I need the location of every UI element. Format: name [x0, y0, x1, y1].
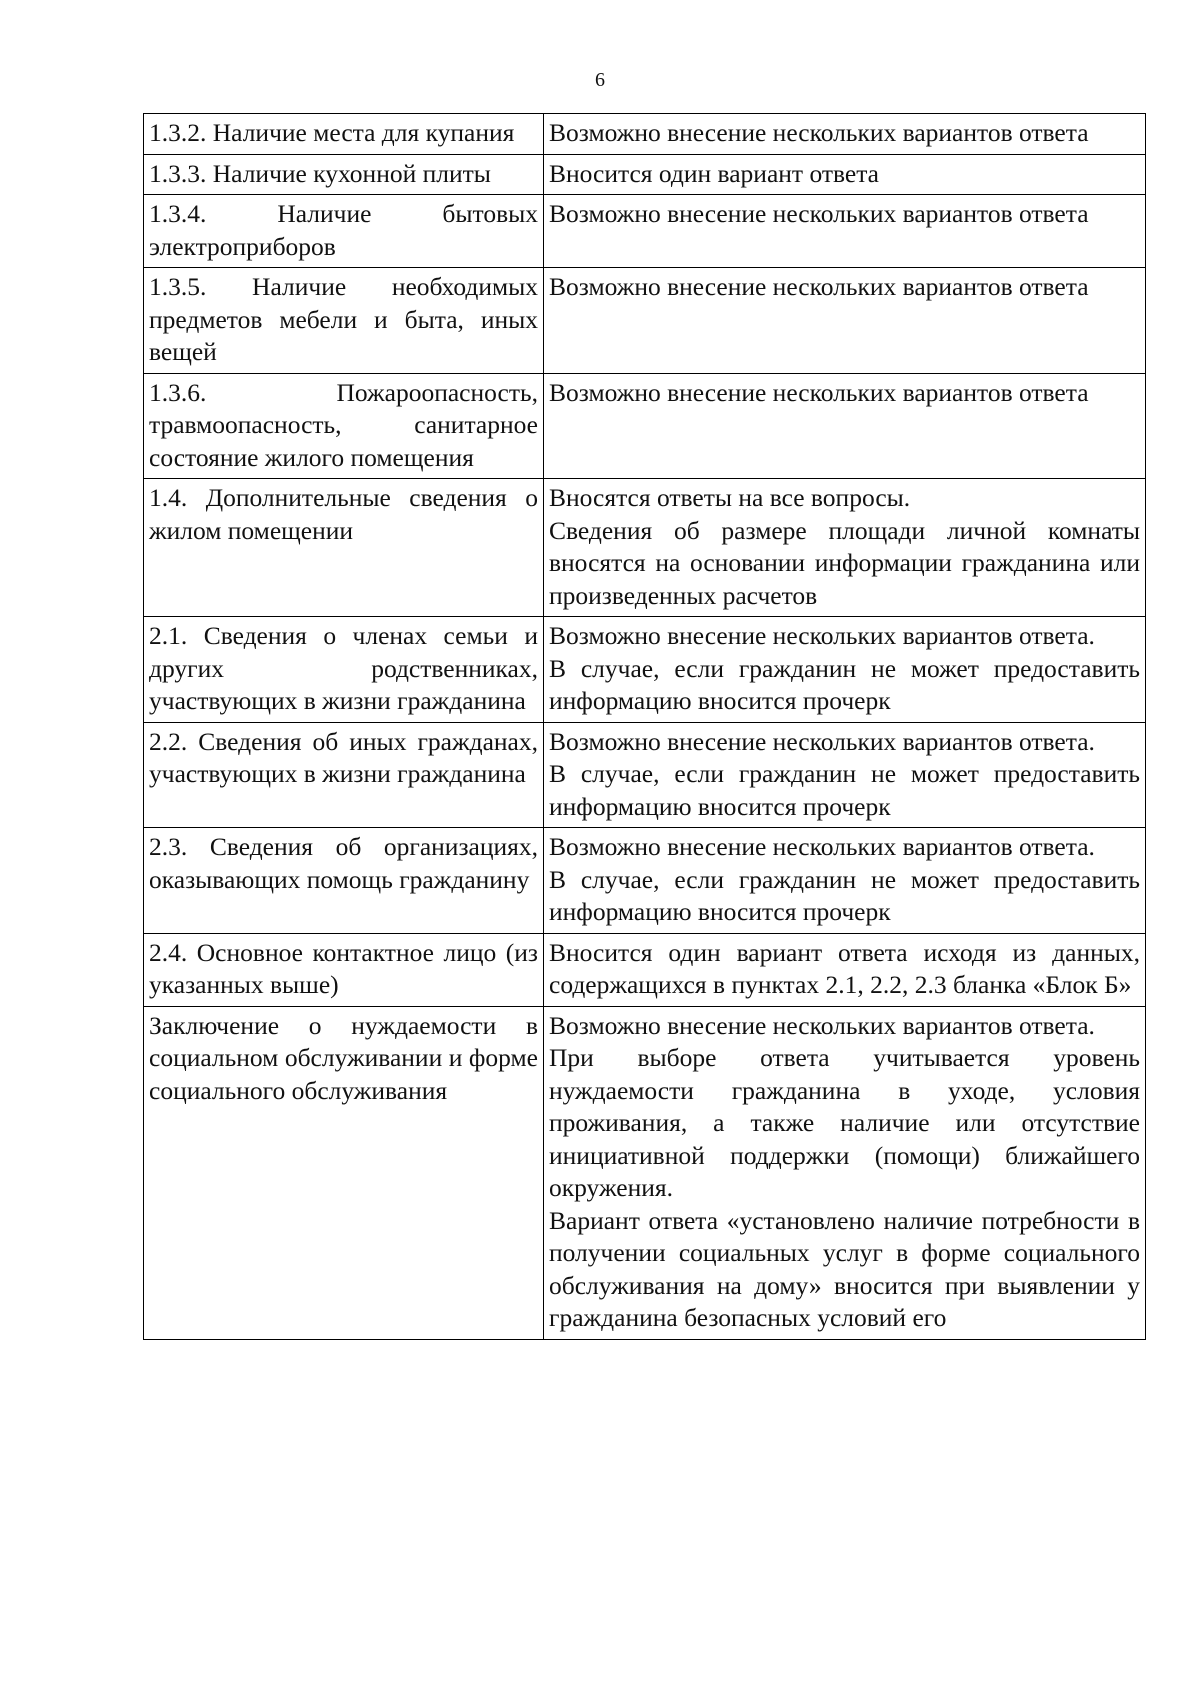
- table-row: [144, 1006, 1146, 1339]
- table-row: [144, 268, 1146, 374]
- item-text: 1.3.3. Наличие кухонной плиты: [149, 158, 491, 188]
- instruction-text: Возможно внесение нескольких вариантов ответа: [549, 377, 1089, 407]
- instruction-text: В случае, если гражданин не может предоставить информацию вносится прочерк: [549, 653, 1140, 715]
- instruction-cell: [544, 1006, 1146, 1339]
- instruction-text: Возможно внесение нескольких вариантов ответа.: [549, 726, 1095, 756]
- table-row: [144, 154, 1146, 195]
- instruction-text: Возможно внесение нескольких вариантов ответа.: [549, 621, 1095, 650]
- item-cell: [144, 195, 544, 268]
- table-row: [144, 195, 1146, 268]
- instruction-text: Возможно внесение нескольких вариантов ответа: [549, 199, 1089, 228]
- table-row: [144, 828, 1146, 934]
- item-cell: [144, 154, 544, 195]
- table-row: [144, 479, 1146, 617]
- item-text: 1.3.6. Пожароопасность, травмоопасность, санитарное состояние жилого помещения: [149, 377, 538, 472]
- instructions-table: [143, 113, 1146, 1340]
- table-row: [144, 722, 1146, 828]
- item-text: 1.3.4. Наличие бытовых электроприборов: [149, 199, 538, 261]
- item-text: 2.2. Сведения об иных гражданах, участвующих в жизни гражданина: [149, 726, 538, 788]
- instruction-cell: [544, 154, 1146, 195]
- instruction-text: В случае, если гражданин не может предоставить информацию вносится прочерк: [549, 864, 1140, 926]
- instruction-text: Возможно внесение нескольких вариантов ответа.: [549, 1010, 1095, 1040]
- instruction-text: Вносится один вариант ответа: [549, 158, 879, 188]
- instruction-cell: [544, 114, 1146, 155]
- instruction-text: Сведения об размере площади личной комнаты вносятся на основании информации гражданина или произведенных расчетов: [549, 515, 1140, 610]
- instruction-cell: [544, 933, 1146, 1006]
- item-text: 1.3.2. Наличие места для купания: [149, 118, 515, 147]
- instruction-text: Возможно внесение нескольких вариантов ответа: [549, 118, 1089, 147]
- table-row: [144, 617, 1146, 723]
- table-row: [144, 373, 1146, 479]
- item-cell: [144, 933, 544, 1006]
- item-text: 1.4. Дополнительные сведения о жилом помещении: [149, 483, 538, 545]
- instruction-text: Возможно внесение нескольких вариантов ответа.: [549, 832, 1095, 861]
- instruction-cell: [544, 617, 1146, 723]
- table-row: [144, 114, 1146, 155]
- instruction-text: Вносится один вариант ответа исходя из данных, содержащихся в пунктах 2.1, 2.2, 2.3 бланка «Блок Б»: [549, 937, 1140, 999]
- instruction-text: Возможно внесение нескольких вариантов ответа: [549, 272, 1089, 301]
- instruction-cell: [544, 828, 1146, 934]
- item-cell: [144, 617, 544, 723]
- instruction-text: В случае, если гражданин не может предоставить информацию вносится прочерк: [549, 759, 1140, 821]
- instruction-text: При выборе ответа учитывается уровень нуждаемости гражданина в уходе, условия проживания, а также наличие или отсутствие инициативной поддержки (помощи) ближайшего окружения.: [549, 1043, 1140, 1202]
- item-cell: [144, 722, 544, 828]
- instruction-cell: [544, 268, 1146, 374]
- item-text: 1.3.5. Наличие необходимых предметов мебели и быта, иных вещей: [149, 272, 538, 366]
- item-cell: [144, 828, 544, 934]
- item-text: Заключение о нуждаемости в социальном обслуживании и форме социального обслуживания: [149, 1010, 538, 1105]
- instruction-cell: [544, 722, 1146, 828]
- item-cell: [144, 114, 544, 155]
- item-text: 2.3. Сведения об организациях, оказывающих помощь гражданину: [149, 832, 538, 894]
- instruction-text: Вариант ответа «установлено наличие потребности в получении социальных услуг в форме социального обслуживания на дому» вносится при выявлении у гражданина безопасных условий его: [549, 1205, 1140, 1332]
- page-number: 6: [595, 69, 605, 91]
- item-text: 2.4. Основное контактное лицо (из указанных выше): [149, 937, 538, 999]
- instruction-cell: [544, 195, 1146, 268]
- instruction-text: Вносятся ответы на все вопросы.: [549, 483, 911, 512]
- item-cell: [144, 479, 544, 617]
- item-cell: [144, 1006, 544, 1339]
- item-cell: [144, 268, 544, 374]
- item-text: 2.1. Сведения о членах семьи и других родственниках, участвующих в жизни гражданина: [149, 621, 538, 715]
- table-body: [144, 114, 1146, 1340]
- item-cell: [144, 373, 544, 479]
- instruction-cell: [544, 479, 1146, 617]
- instruction-cell: [544, 373, 1146, 479]
- table-row: [144, 933, 1146, 1006]
